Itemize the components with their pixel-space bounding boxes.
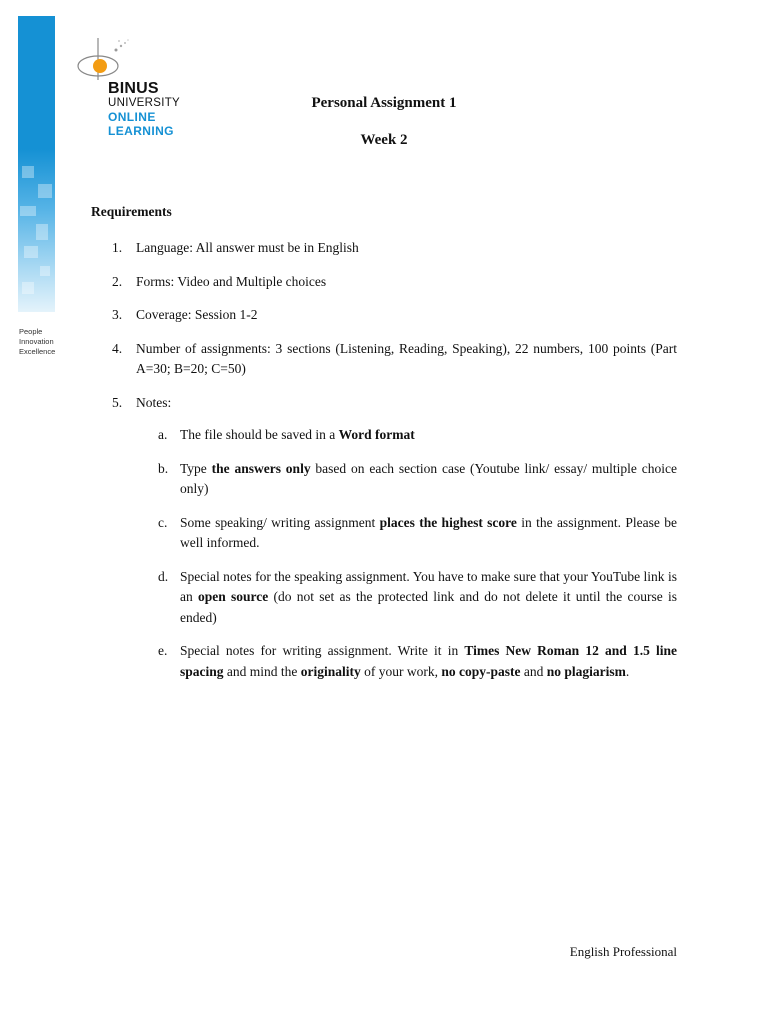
requirements-list bbox=[112, 238, 677, 695]
list-text: Language: All answer must be in English bbox=[136, 240, 359, 255]
list-number: 3. bbox=[112, 307, 123, 322]
tagline-line: Excellence bbox=[19, 347, 56, 356]
list-item bbox=[112, 339, 677, 380]
document-title: Personal Assignment 1 bbox=[311, 95, 457, 111]
logo-brand-learning: LEARNING bbox=[108, 124, 174, 138]
note-text: (do not set as the protected link and do not delete it until the course is ended) bbox=[180, 589, 677, 625]
note-text: Special notes for the speaking assignment. You have to make sure that your YouTube link is an bbox=[180, 568, 677, 604]
note-letter: e. bbox=[158, 643, 168, 658]
list-number: 1. bbox=[112, 240, 123, 255]
note-text: and bbox=[520, 663, 547, 679]
section-heading: Requirements bbox=[91, 204, 172, 219]
note-item bbox=[136, 513, 677, 554]
notes-list bbox=[136, 425, 677, 682]
note-text: in the assignment. Please be well informed. bbox=[180, 514, 677, 550]
note-item bbox=[136, 425, 677, 446]
list-text: Number of assignments: 3 sections (Listening, Reading, Speaking), 22 numbers, 100 points (Part A=30; B=20; C=50) bbox=[136, 340, 677, 376]
note-text: of your work, bbox=[360, 663, 442, 679]
note-item bbox=[136, 567, 677, 629]
note-text: Special notes for writing assignment. Write it in bbox=[180, 643, 465, 658]
list-number: 2. bbox=[112, 273, 123, 289]
note-emphasis: places the highest score bbox=[379, 514, 517, 530]
page-footer: English Professional bbox=[569, 944, 677, 959]
binus-logo-icon bbox=[72, 36, 132, 82]
note-emphasis: no plagiarism bbox=[546, 663, 626, 679]
note-emphasis: open source bbox=[198, 589, 269, 604]
list-number: 4. bbox=[112, 340, 123, 356]
note-text: and mind the bbox=[223, 663, 301, 679]
document-week: Week 2 bbox=[360, 132, 408, 148]
note-text: . bbox=[625, 663, 630, 679]
note-item bbox=[136, 641, 677, 682]
tagline-line: People bbox=[19, 327, 43, 336]
note-emphasis: originality bbox=[300, 663, 361, 679]
logo-brand-sub: UNIVERSITY bbox=[108, 97, 181, 109]
list-item bbox=[112, 272, 677, 293]
brand-tagline bbox=[19, 327, 79, 357]
tagline-line: Innovation bbox=[19, 337, 54, 346]
logo-brand-name: BINUS bbox=[108, 80, 159, 97]
note-emphasis: no copy-paste bbox=[441, 663, 521, 679]
logo-brand-online: ONLINE bbox=[108, 110, 156, 124]
list-item bbox=[112, 305, 677, 326]
note-emphasis: the answers only bbox=[211, 460, 311, 476]
note-text: based on each section case (Youtube link/ essay/ multiple choice only) bbox=[180, 460, 677, 496]
note-emphasis: Times New Roman 12 and 1.5 line spacing bbox=[180, 643, 677, 679]
sidebar-decoration bbox=[18, 16, 55, 312]
list-item bbox=[112, 238, 677, 259]
note-item bbox=[136, 459, 677, 500]
note-letter: b. bbox=[158, 460, 169, 476]
note-letter: c. bbox=[158, 514, 168, 530]
list-text: Coverage: Session 1-2 bbox=[136, 307, 258, 322]
list-text: Forms: Video and Multiple choices bbox=[136, 273, 327, 289]
note-letter: a. bbox=[158, 427, 168, 442]
note-text: Type bbox=[180, 460, 212, 476]
list-text: Notes: bbox=[136, 394, 172, 410]
list-item bbox=[112, 393, 677, 683]
note-letter: d. bbox=[158, 568, 169, 584]
note-emphasis: Word format bbox=[338, 427, 415, 442]
note-text: The file should be saved in a bbox=[180, 427, 339, 442]
note-text: Some speaking/ writing assignment bbox=[180, 514, 380, 530]
binus-logo bbox=[72, 36, 212, 146]
list-number: 5. bbox=[112, 394, 123, 410]
